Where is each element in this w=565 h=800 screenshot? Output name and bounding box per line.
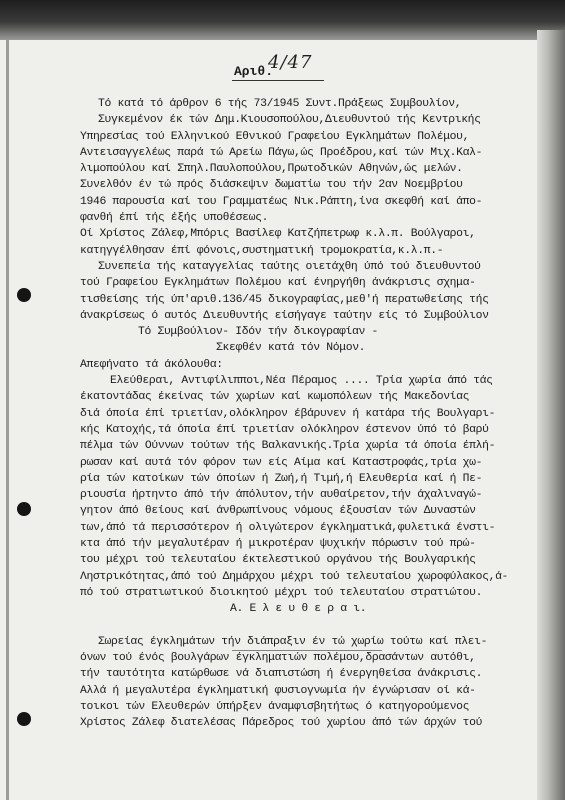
text-line: τού Γραφείου Εγκλημάτων Πολέμου καί ένηργήθη άνάκρισις σχημα-	[80, 277, 476, 290]
text-line: Αντεισαγγελέως παρά τώ Αρείω Πάγω,ώς Προέδρου,καί τών Μιχ.Καλ-	[80, 146, 483, 159]
text-line: Υπηρεσίας τού Ελληνικού Εθνικού Γραφείου Εγκλημάτων Πολέμου,	[80, 130, 470, 143]
text-line: Χρίστος Ζάλεφ διατελέσας Πάρεδρος τού χωρίου άπό τών άρχών τού	[80, 717, 483, 730]
text-line: Συνεπεία τής καταγγελίας ταύτης οιετάχθη ύπό τού διευθυντού	[98, 260, 481, 273]
text-line: κής Κατοχής,τά όποία έπί τριετίαν ολόκληρον έστενον ύπό τό βαρύ	[80, 423, 489, 436]
document-text-body	[80, 96, 535, 800]
text-line: Τό κατά τό άρθρον 6 τής 73/1945 Συντ.Πράξεως Συμβουλίον,	[98, 98, 462, 110]
reference-underline	[232, 80, 324, 81]
text-line	[80, 618, 535, 634]
text-line: όνων τού ένός βουλγάρων έγκληματιών πολέμου,δρασάντων αυτόθι,	[80, 652, 476, 665]
text-line: Συγκεμένον έκ τών Δημ.Κιουσοπούλου,Διευθυντού τής Κεντρικής	[98, 114, 481, 127]
reference-number-handwritten: 4/47	[268, 52, 313, 73]
text-line: τοικοι τών Ελευθερών ύπήρξεν άναμφισβητήτως ό κατηγορούμενος	[80, 700, 470, 713]
text-line: του μέχρι τού τελευταίου έκτελεστικού οργάνου τής Βουλγαρικής	[80, 554, 476, 567]
text-line: Απεφήνατο τά άκόλουθα:	[80, 358, 223, 371]
text-line: άνακρίσεως ό αυτός Διευθυντής είσήγαγε ταύτην είς τό Συμβούλιον	[80, 309, 489, 322]
text-line: Ληστρικότητας,άπό τού Δημάρχου μέχρι τού τελευταίου χωροφύλακος,ά-	[80, 570, 509, 583]
text-line: κτα άπό τήν μεγαλυτέραν ή μικροτέραν ψυχικήν πόρωσιν τού πρώ-	[80, 538, 476, 551]
text-line: λιμοπούλου καί Σπηλ.Παυλοπούλου,Πρωτοδικών Αθηνών,ώς μελών.	[80, 163, 463, 176]
text-line: πό τού στρατιωτικού διοικητού μέχρι τού τελευταίου στρατιώτου.	[80, 586, 483, 599]
text-line: κατηγγέλθησαν έπί φόνοις,συστηματική τρομοκρατία,κ.λ.π.-	[80, 244, 444, 257]
text-line: φανθή έπί τής έξής υποθέσεως.	[80, 212, 269, 225]
reference-label: Αριθ.	[234, 64, 274, 79]
binder-hole-bottom	[17, 712, 31, 726]
binder-hole-middle	[17, 502, 31, 516]
scan-top-shadow	[0, 0, 565, 40]
text-line: ρία τών κατοίκων τών όποίων ή Ζωή,ή Τιμή,ή Ελευθερία καί ή Πε-	[80, 472, 483, 485]
text-line: 1946 παρουσία καί του Γραμματέως Νικ.Ράπτη,ίνα σκεφθή καί άπο-	[80, 195, 483, 208]
text-line: των,άπό τά περισσότερον ή ολιγώτερον έγκληματικά,φυλετικά ένστι-	[80, 521, 496, 534]
binder-hole-top	[17, 288, 31, 302]
text-line: τήν ταυτότητα κατώρθωσε νά διαπιστώση ή ένεργηθείσα άνάκρισις.	[80, 668, 483, 681]
scan-right-edge	[537, 30, 565, 800]
text-line: Σκεφθέν κατά τόν Νόμον.	[216, 342, 366, 355]
text-line: Συνελθόν έν τώ πρός διάσκεψιν δωματίω του τήν 2αν Νοεμβρίου	[80, 179, 463, 192]
section-divider	[232, 650, 382, 651]
text-line: διά όποία έπί τριετίαν,ολόκληρον έβάρυνεν ή κατάρα τής Βουλγαρι-	[80, 407, 496, 420]
text-line: Αλλά ή μεγαλυτέρα έγκληματική φυσιογνωμία ήν έγνώρισαν οί κά-	[80, 684, 476, 697]
text-line: Οί Χρίστος Ζάλεφ,Μπόρις Βασίλεφ Κατζήπετρωφ κ.λ.π. Βούλγαροι,	[80, 228, 476, 241]
text-line: Σωρείας έγκλημάτων τήν διάπραξιν έν τώ χωρίω τούτω καί πλει-	[98, 635, 488, 648]
text-line: έκατοντάδας έκείνας τών χωρίων καί κωμοπόλεων τής Μακεδονίας	[80, 391, 470, 404]
text-line: ριουσία ήρτηντο άπό τήν άπόλυτον,τήν αυθαίρετον,τήν άχαλιναγώ-	[80, 489, 483, 502]
text-line: Τό Συμβούλιον- Ιδόν τήν δικογραφίαν -	[138, 326, 378, 339]
text-line: τισθείσης τής ύπ'αριθ.136/45 δικογραφίας,μεθ'ή περατωθείσης τής	[80, 293, 489, 306]
text-line: πέλμα τών Ούννων τούτων τής Βαλκανικής.Τρία χωρία τά όποία έπλή-	[80, 440, 496, 453]
scan-left-streak	[6, 40, 9, 800]
text-line: Ελεύθεραι, Αντιφίλιπποι,Νέα Πέραμος .... Τρία χωρία άπό τάς	[110, 375, 493, 388]
text-line: Α. Ε λ ε υ θ ε ρ α ι.	[230, 603, 367, 616]
text-line: γητον άπό θείους καί άνθρωπίνους νόμους έξουσίαν τών Δυναστών	[80, 505, 476, 518]
text-line: ρωσαν καί αυτά τόν φόρον των είς Αίμα καί Καταστροφάς,τρία χω-	[80, 456, 483, 469]
